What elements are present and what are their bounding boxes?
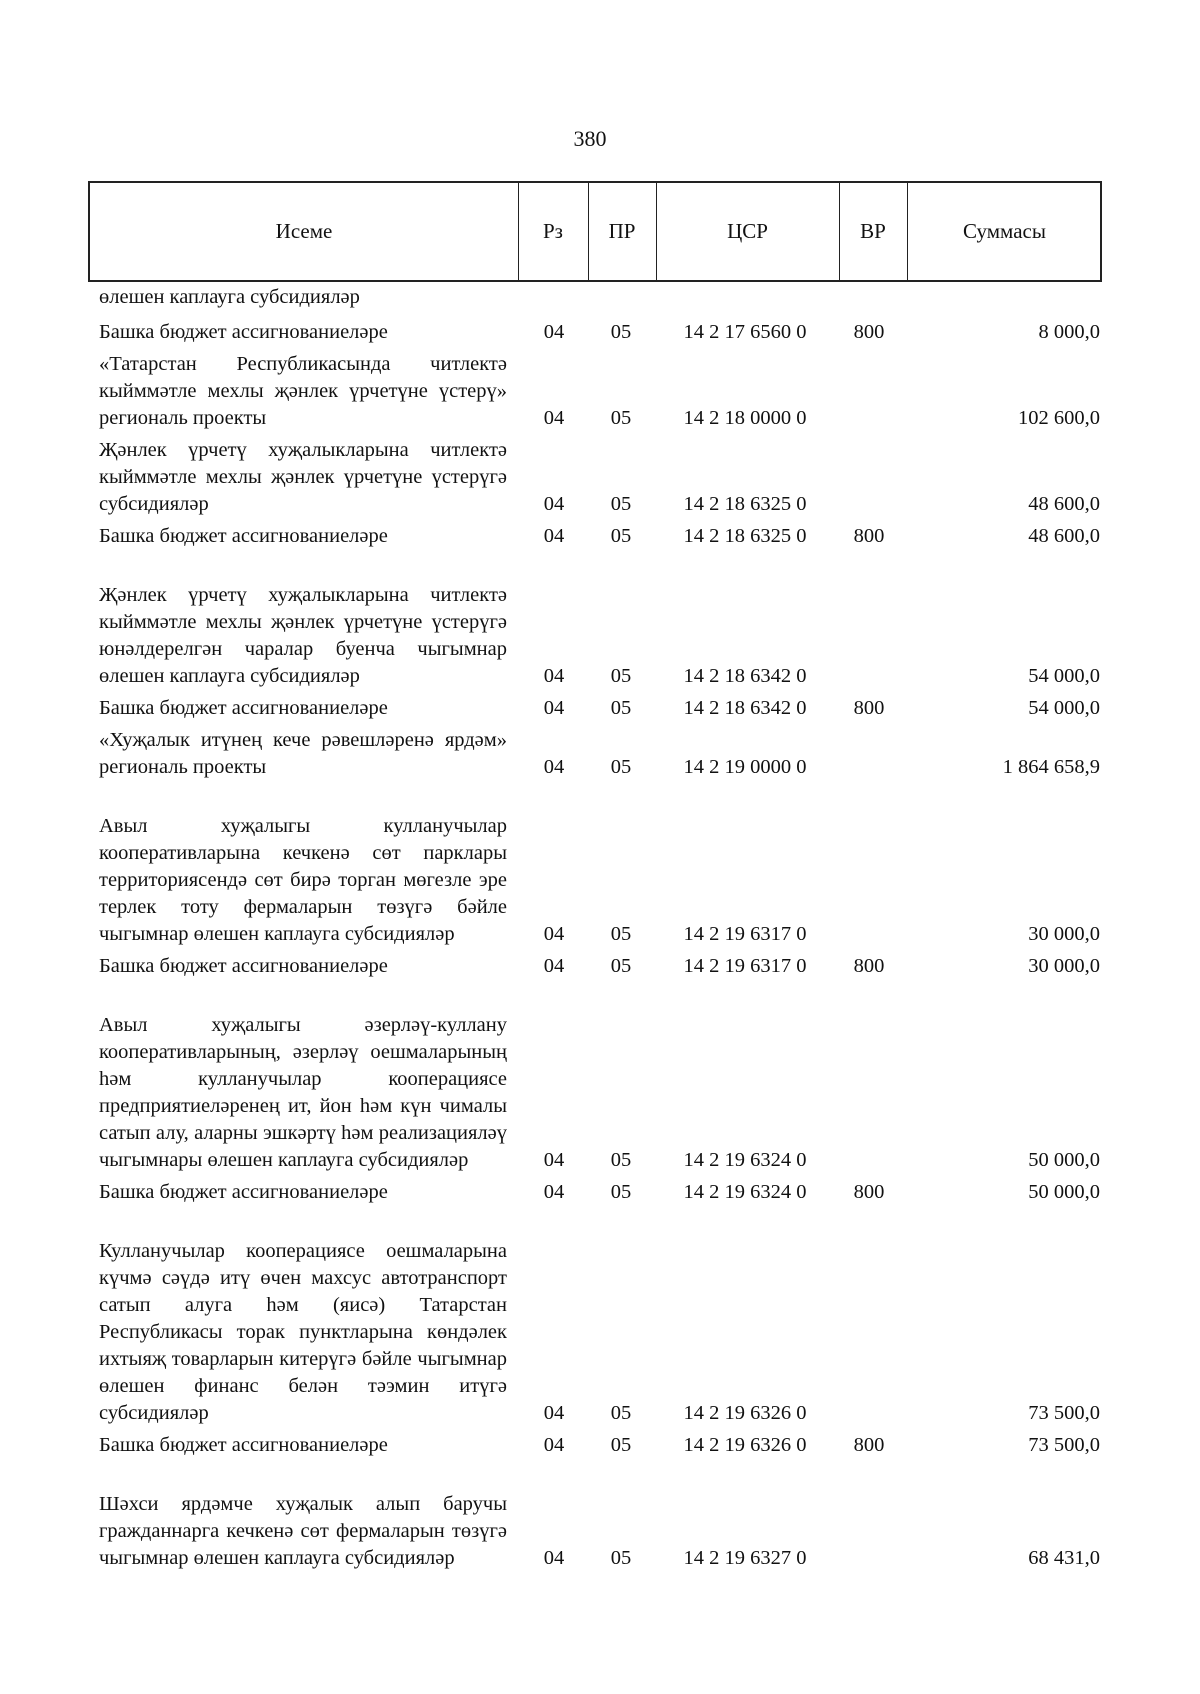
row-csr: 14 2 18 6342 0	[683, 697, 807, 719]
row-name: Җәнлек үрчетү хуҗалыкларына читлектә кыйммәтле мехлы җәнлек үрчетүне үстерүгә юнәлдерелгән чаралар буенча чыгымнар өлешен каплауга субсидияләр	[99, 584, 507, 687]
row-name: Шәхси ярдәмче хуҗалык алып баручы гражданнарга кечкенә сөт фермаларын төзүгә чыгымнар өлешен каплауга субсидияләр	[99, 1493, 507, 1569]
row-name: Авыл хуҗалыгы әзерләү-куллану кооперативларының, әзерләү оешмаларының һәм кулланучылар кооперациясе предприятиеләренең ит, йон һәм күн чималы сатып алу, аларны эшкәртү һәм реализацияләү чыгымнары өлешен каплауга субсидияләр	[99, 1014, 507, 1171]
row-sum: 48 600,0	[1028, 493, 1100, 515]
row-sum: 48 600,0	[1028, 525, 1100, 547]
row-rz: 04	[543, 493, 565, 515]
row-pr: 05	[610, 493, 632, 515]
row-name: өлешен каплауга субсидияләр	[99, 286, 360, 308]
row-rz: 04	[543, 1434, 565, 1456]
row-csr: 14 2 18 6325 0	[683, 525, 807, 547]
table-body	[0, 284, 1200, 1572]
table-row	[0, 786, 1200, 948]
row-rz: 04	[543, 1149, 565, 1171]
row-pr: 05	[610, 321, 632, 343]
row-csr: 14 2 18 6325 0	[683, 493, 807, 515]
row-rz: 04	[543, 955, 565, 977]
row-vr: 800	[853, 321, 885, 343]
row-vr: 800	[853, 525, 885, 547]
row-name: Башка бюджет ассигнованиеләре	[99, 321, 388, 343]
row-pr: 05	[610, 1402, 632, 1424]
column-header-vr: ВР	[860, 219, 886, 243]
row-name: «Хуҗалык итүнең кече рәвешләренә ярдәм» региональ проекты	[99, 729, 507, 778]
row-csr: 14 2 19 0000 0	[683, 756, 807, 778]
column-header-name: Исеме	[275, 219, 333, 243]
row-csr: 14 2 19 6317 0	[683, 923, 807, 945]
row-csr: 14 2 18 0000 0	[683, 407, 807, 429]
row-name: Җәнлек үрчетү хуҗалыкларына читлектә кыйммәтле мехлы җәнлек үрчетүне үстерүгә субсидияләр	[99, 439, 507, 515]
row-csr: 14 2 19 6326 0	[683, 1434, 807, 1456]
table-row	[0, 1432, 1200, 1459]
row-sum: 102 600,0	[1018, 407, 1100, 429]
row-sum: 68 431,0	[1028, 1547, 1100, 1569]
row-sum: 73 500,0	[1028, 1402, 1100, 1424]
column-header-sum: Суммасы	[963, 219, 1046, 243]
row-rz: 04	[543, 665, 565, 687]
row-rz: 04	[543, 697, 565, 719]
table-row	[0, 1179, 1200, 1206]
row-rz: 04	[543, 525, 565, 547]
row-csr: 14 2 17 6560 0	[683, 321, 807, 343]
row-csr: 14 2 19 6317 0	[683, 955, 807, 977]
row-sum: 30 000,0	[1028, 923, 1100, 945]
row-pr: 05	[610, 756, 632, 778]
table-row	[0, 953, 1200, 980]
row-name: Башка бюджет ассигнованиеләре	[99, 525, 388, 547]
column-header-rz: Рз	[543, 219, 563, 243]
row-name: Авыл хуҗалыгы кулланучылар кооперативларына кечкенә сөт парклары территориясендә сөт бирә торган мөгезле эре терлек тоту фермаларын төзүгә бәйле чыгымнар өлешен каплауга субсидияләр	[99, 815, 507, 945]
row-pr: 05	[610, 1181, 632, 1203]
row-sum: 54 000,0	[1028, 665, 1100, 687]
row-rz: 04	[543, 1402, 565, 1424]
row-csr: 14 2 19 6326 0	[683, 1402, 807, 1424]
row-csr: 14 2 19 6327 0	[683, 1547, 807, 1569]
row-pr: 05	[610, 1149, 632, 1171]
row-pr: 05	[610, 1434, 632, 1456]
table-row	[0, 284, 1200, 311]
row-sum: 30 000,0	[1028, 955, 1100, 977]
row-rz: 04	[543, 321, 565, 343]
row-name: Кулланучылар кооперациясе оешмаларына күчмә сәүдә итү өчен махсус автотранспорт сатып алуга һәм (яисә) Татарстан Республикасы торак пунктларына көндәлек ихтыяҗ товарларын китерүгә бәйле чыгымнар өлешен финанс белән тәэмин итүгә субсидияләр	[99, 1240, 507, 1424]
row-rz: 04	[543, 407, 565, 429]
row-pr: 05	[610, 665, 632, 687]
row-sum: 50 000,0	[1028, 1181, 1100, 1203]
row-vr: 800	[853, 1181, 885, 1203]
row-csr: 14 2 19 6324 0	[683, 1181, 807, 1203]
row-sum: 54 000,0	[1028, 697, 1100, 719]
table-header	[88, 181, 1102, 282]
row-name: Башка бюджет ассигнованиеләре	[99, 1434, 388, 1456]
page-number: 380	[573, 126, 607, 151]
table-row	[0, 437, 1200, 518]
table-row	[0, 727, 1200, 781]
row-csr: 14 2 18 6342 0	[683, 665, 807, 687]
row-sum: 1 864 658,9	[1002, 756, 1100, 778]
row-pr: 05	[610, 697, 632, 719]
table-row	[0, 523, 1200, 550]
row-name: Башка бюджет ассигнованиеләре	[99, 1181, 388, 1203]
row-pr: 05	[610, 955, 632, 977]
column-header-pr: ПР	[608, 219, 636, 243]
row-csr: 14 2 19 6324 0	[683, 1149, 807, 1171]
row-name: Башка бюджет ассигнованиеләре	[99, 955, 388, 977]
column-header-csr: ЦСР	[727, 219, 768, 243]
table-row	[0, 555, 1200, 690]
row-rz: 04	[543, 923, 565, 945]
table-row	[0, 351, 1200, 432]
table-row	[0, 1211, 1200, 1427]
row-pr: 05	[610, 923, 632, 945]
table-row	[0, 695, 1200, 722]
row-sum: 8 000,0	[1038, 321, 1100, 343]
row-vr: 800	[853, 697, 885, 719]
row-vr: 800	[853, 955, 885, 977]
table-row	[0, 985, 1200, 1174]
row-vr: 800	[853, 1434, 885, 1456]
table-row	[0, 313, 1200, 346]
row-pr: 05	[610, 1547, 632, 1569]
row-rz: 04	[543, 1181, 565, 1203]
row-rz: 04	[543, 756, 565, 778]
row-name: Башка бюджет ассигнованиеләре	[99, 697, 388, 719]
row-rz: 04	[543, 1547, 565, 1569]
row-name: «Татарстан Республикасында читлектә кыйммәтле мехлы җәнлек үрчетүне үстерү» региональ проекты	[99, 353, 507, 429]
table-row	[0, 1464, 1200, 1572]
row-sum: 73 500,0	[1028, 1434, 1100, 1456]
row-sum: 50 000,0	[1028, 1149, 1100, 1171]
row-pr: 05	[610, 407, 632, 429]
row-pr: 05	[610, 525, 632, 547]
